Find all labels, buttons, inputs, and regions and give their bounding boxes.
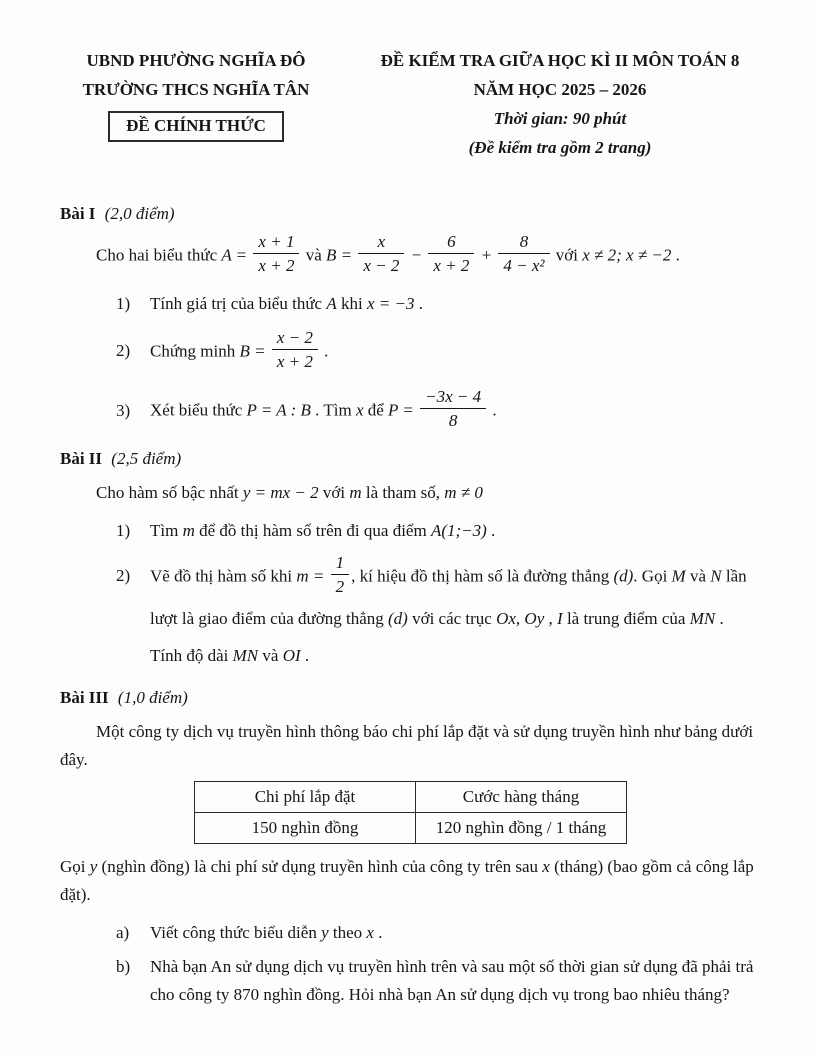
text-run: Tìm [150, 520, 183, 540]
item-body [150, 389, 758, 435]
math-run: (d) [613, 566, 634, 586]
section-heading [60, 445, 758, 473]
item-number: 2) [116, 566, 131, 586]
text-run: với các trục [407, 609, 497, 628]
text-run: và [258, 646, 283, 665]
fraction: $\frac{1}{2}$ [329, 552, 352, 598]
item-body [150, 517, 758, 545]
math-run: + [476, 245, 497, 265]
math-run: P = [388, 400, 419, 420]
text-run: . Tính độ dài [150, 609, 724, 665]
question-item [60, 517, 758, 545]
math-run: M [671, 566, 686, 586]
text-run: và [685, 566, 711, 586]
bai2-intro-line [60, 479, 758, 507]
exam-duration: Thời gian: 90 phút [493, 109, 627, 128]
exam-title: ĐỀ KIỂM TRA GIỮA HỌC KÌ II MÔN TOÁN 8 [380, 51, 740, 70]
section-points: (2,5 điểm) [111, 448, 182, 468]
table-cell-install-fee: 150 nghìn đồng [195, 813, 416, 844]
exam-title-block [362, 46, 758, 162]
text-run: Nhà bạn An sử dụng dịch vụ truyền hình trên và sau một số thời gian sử dụng đã phải trả cho công ty 870 nghìn đồng. Hỏi nhà bạn An sử dụng dịch vụ trong bao nhiêu tháng? [150, 957, 754, 1004]
math-run: A(1;−3) [430, 520, 487, 540]
table-header-cell-install: Chi phí lắp đặt [195, 782, 416, 813]
text-run: (nghìn đồng) là chi phí sử dụng truyền hình của công ty trên sau [97, 857, 543, 876]
section-title: Bài III [60, 688, 109, 707]
item-number: 1) [116, 520, 131, 540]
text-run: . [486, 520, 496, 540]
text-run: Gọi [60, 857, 90, 876]
text-run: với [318, 482, 350, 502]
math-run: (d) [388, 609, 408, 628]
fraction: $\frac{6}{x + 2}$ [426, 231, 476, 277]
section-points: (2,0 điểm) [104, 204, 175, 223]
text-run: . [488, 400, 497, 420]
math-run: B = [239, 341, 270, 361]
fraction: $\frac{x + 1}{x + 2}$ [251, 231, 301, 277]
fraction: $\frac{8}{\text{4 − x²}}$ [496, 231, 551, 277]
item-body [150, 552, 758, 675]
math-run: I [557, 609, 563, 628]
bai3-intro-paragraph: Một công ty dịch vụ truyền hình thông báo chi phí lắp đặt và sử dụng truyền hình như bảng dưới đây. [60, 722, 754, 769]
math-run: x [366, 923, 374, 942]
text-run: . [373, 923, 383, 942]
math-run: x [542, 857, 550, 876]
math-run: y = mx − 2 [242, 482, 319, 502]
table-header-cell-monthly: Cước hàng tháng [416, 782, 627, 813]
text-run: Tính giá trị của biểu thức [150, 293, 327, 313]
text-run: và [301, 245, 326, 265]
text-run: Viết công thức biểu diễn [150, 923, 322, 942]
table-row [195, 813, 627, 844]
question-item [60, 552, 758, 675]
math-run: − [406, 245, 427, 265]
math-run: MN [232, 646, 259, 665]
question-item [60, 327, 758, 376]
org-name: UBND PHƯỜNG NGHĨA ĐÔ [86, 51, 306, 70]
math-run: OI [282, 646, 301, 665]
text-run: , [544, 609, 558, 628]
table-header-row [195, 782, 627, 813]
header [60, 46, 758, 162]
item-number: b) [116, 957, 131, 976]
school-name: TRƯỜNG THCS NGHĨA TÂN [82, 80, 310, 99]
math-run: m ≠ 0 [444, 482, 483, 502]
text-run: là trung điểm của [562, 609, 690, 628]
text-run: để [363, 400, 389, 420]
text-run: . [414, 293, 423, 313]
text-run: . [319, 341, 329, 361]
math-run: x [355, 400, 364, 420]
fraction: $\frac{x - 2}{x + 2}$ [270, 327, 320, 373]
math-run: A [326, 293, 337, 313]
bai1-intro-line [60, 234, 758, 280]
section-bai-1 [60, 200, 758, 435]
math-run: N [710, 566, 722, 586]
math-run: x = −3 [366, 293, 415, 313]
text-run: Xét biểu thức [150, 400, 247, 420]
math-run: y [321, 923, 329, 942]
text-run: Cho hàm số bậc nhất [96, 482, 243, 502]
question-item [60, 290, 758, 318]
school-block [60, 46, 332, 142]
section-bai-3 [60, 684, 758, 1009]
text-run: . [300, 646, 310, 665]
text-run: lần lượt là giao điểm của đường thẳng [150, 566, 747, 628]
item-body [150, 953, 758, 1009]
question-item [60, 919, 758, 947]
item-body [150, 290, 758, 318]
section-heading [60, 684, 758, 712]
fraction: $\frac{-3x - 4}{8}$ [418, 386, 488, 432]
bai3-note-paragraph [60, 853, 758, 909]
text-run: Cho hai biểu thức [96, 245, 222, 265]
item-body [150, 919, 758, 947]
item-number: a) [116, 923, 130, 942]
section-title: Bài II [60, 448, 103, 468]
fraction: $\frac{x}{x - 2}$ [356, 231, 406, 277]
math-run: m = [296, 566, 329, 586]
math-run: m [182, 520, 195, 540]
table-cell-monthly-fee: 120 nghìn đồng / 1 tháng [416, 813, 627, 844]
item-body [150, 327, 758, 376]
text-run: Vẽ đồ thị hàm số khi [150, 566, 297, 586]
math-run: MN [689, 609, 716, 628]
math-run: B = [326, 245, 357, 265]
math-run: Ox, Oy [496, 609, 545, 628]
text-run: (tháng) (bao gồm cả công lắp đặt). [60, 857, 754, 904]
text-run: để đồ thị hàm số trên đi qua điểm [194, 520, 431, 540]
item-number: 3) [116, 400, 131, 420]
exam-pages-note: (Đề kiểm tra gồm 2 trang) [468, 138, 652, 157]
item-number: 2) [116, 341, 131, 361]
text-run: . Tìm [310, 400, 356, 420]
section-title: Bài I [60, 204, 96, 223]
text-run: khi [336, 293, 367, 313]
question-item [60, 389, 758, 435]
text-run: , kí hiệu đồ thị hàm số là đường thẳng [351, 566, 614, 586]
math-run: m [349, 482, 362, 502]
math-run: x ≠ 2; x ≠ −2 [582, 245, 672, 265]
text-run: . [671, 245, 680, 265]
item-number: 1) [116, 293, 131, 313]
section-heading [60, 200, 758, 228]
text-run: theo [328, 923, 367, 942]
official-exam-label: ĐỀ CHÍNH THỨC [126, 116, 266, 135]
section-bai-2 [60, 445, 758, 675]
question-item [60, 953, 758, 1009]
math-run: y [89, 857, 98, 876]
text-run: với [551, 245, 583, 265]
text-run: Chứng minh [150, 341, 240, 361]
math-run: P = A : B [246, 400, 311, 420]
section-points: (1,0 điểm) [117, 688, 188, 707]
text-run: . Gọi [633, 566, 672, 586]
fee-table [194, 781, 627, 844]
official-exam-box [108, 111, 284, 142]
math-run: A = [221, 245, 252, 265]
school-year: NĂM HỌC 2025 – 2026 [473, 80, 647, 99]
text-run: là tham số, [361, 482, 445, 502]
